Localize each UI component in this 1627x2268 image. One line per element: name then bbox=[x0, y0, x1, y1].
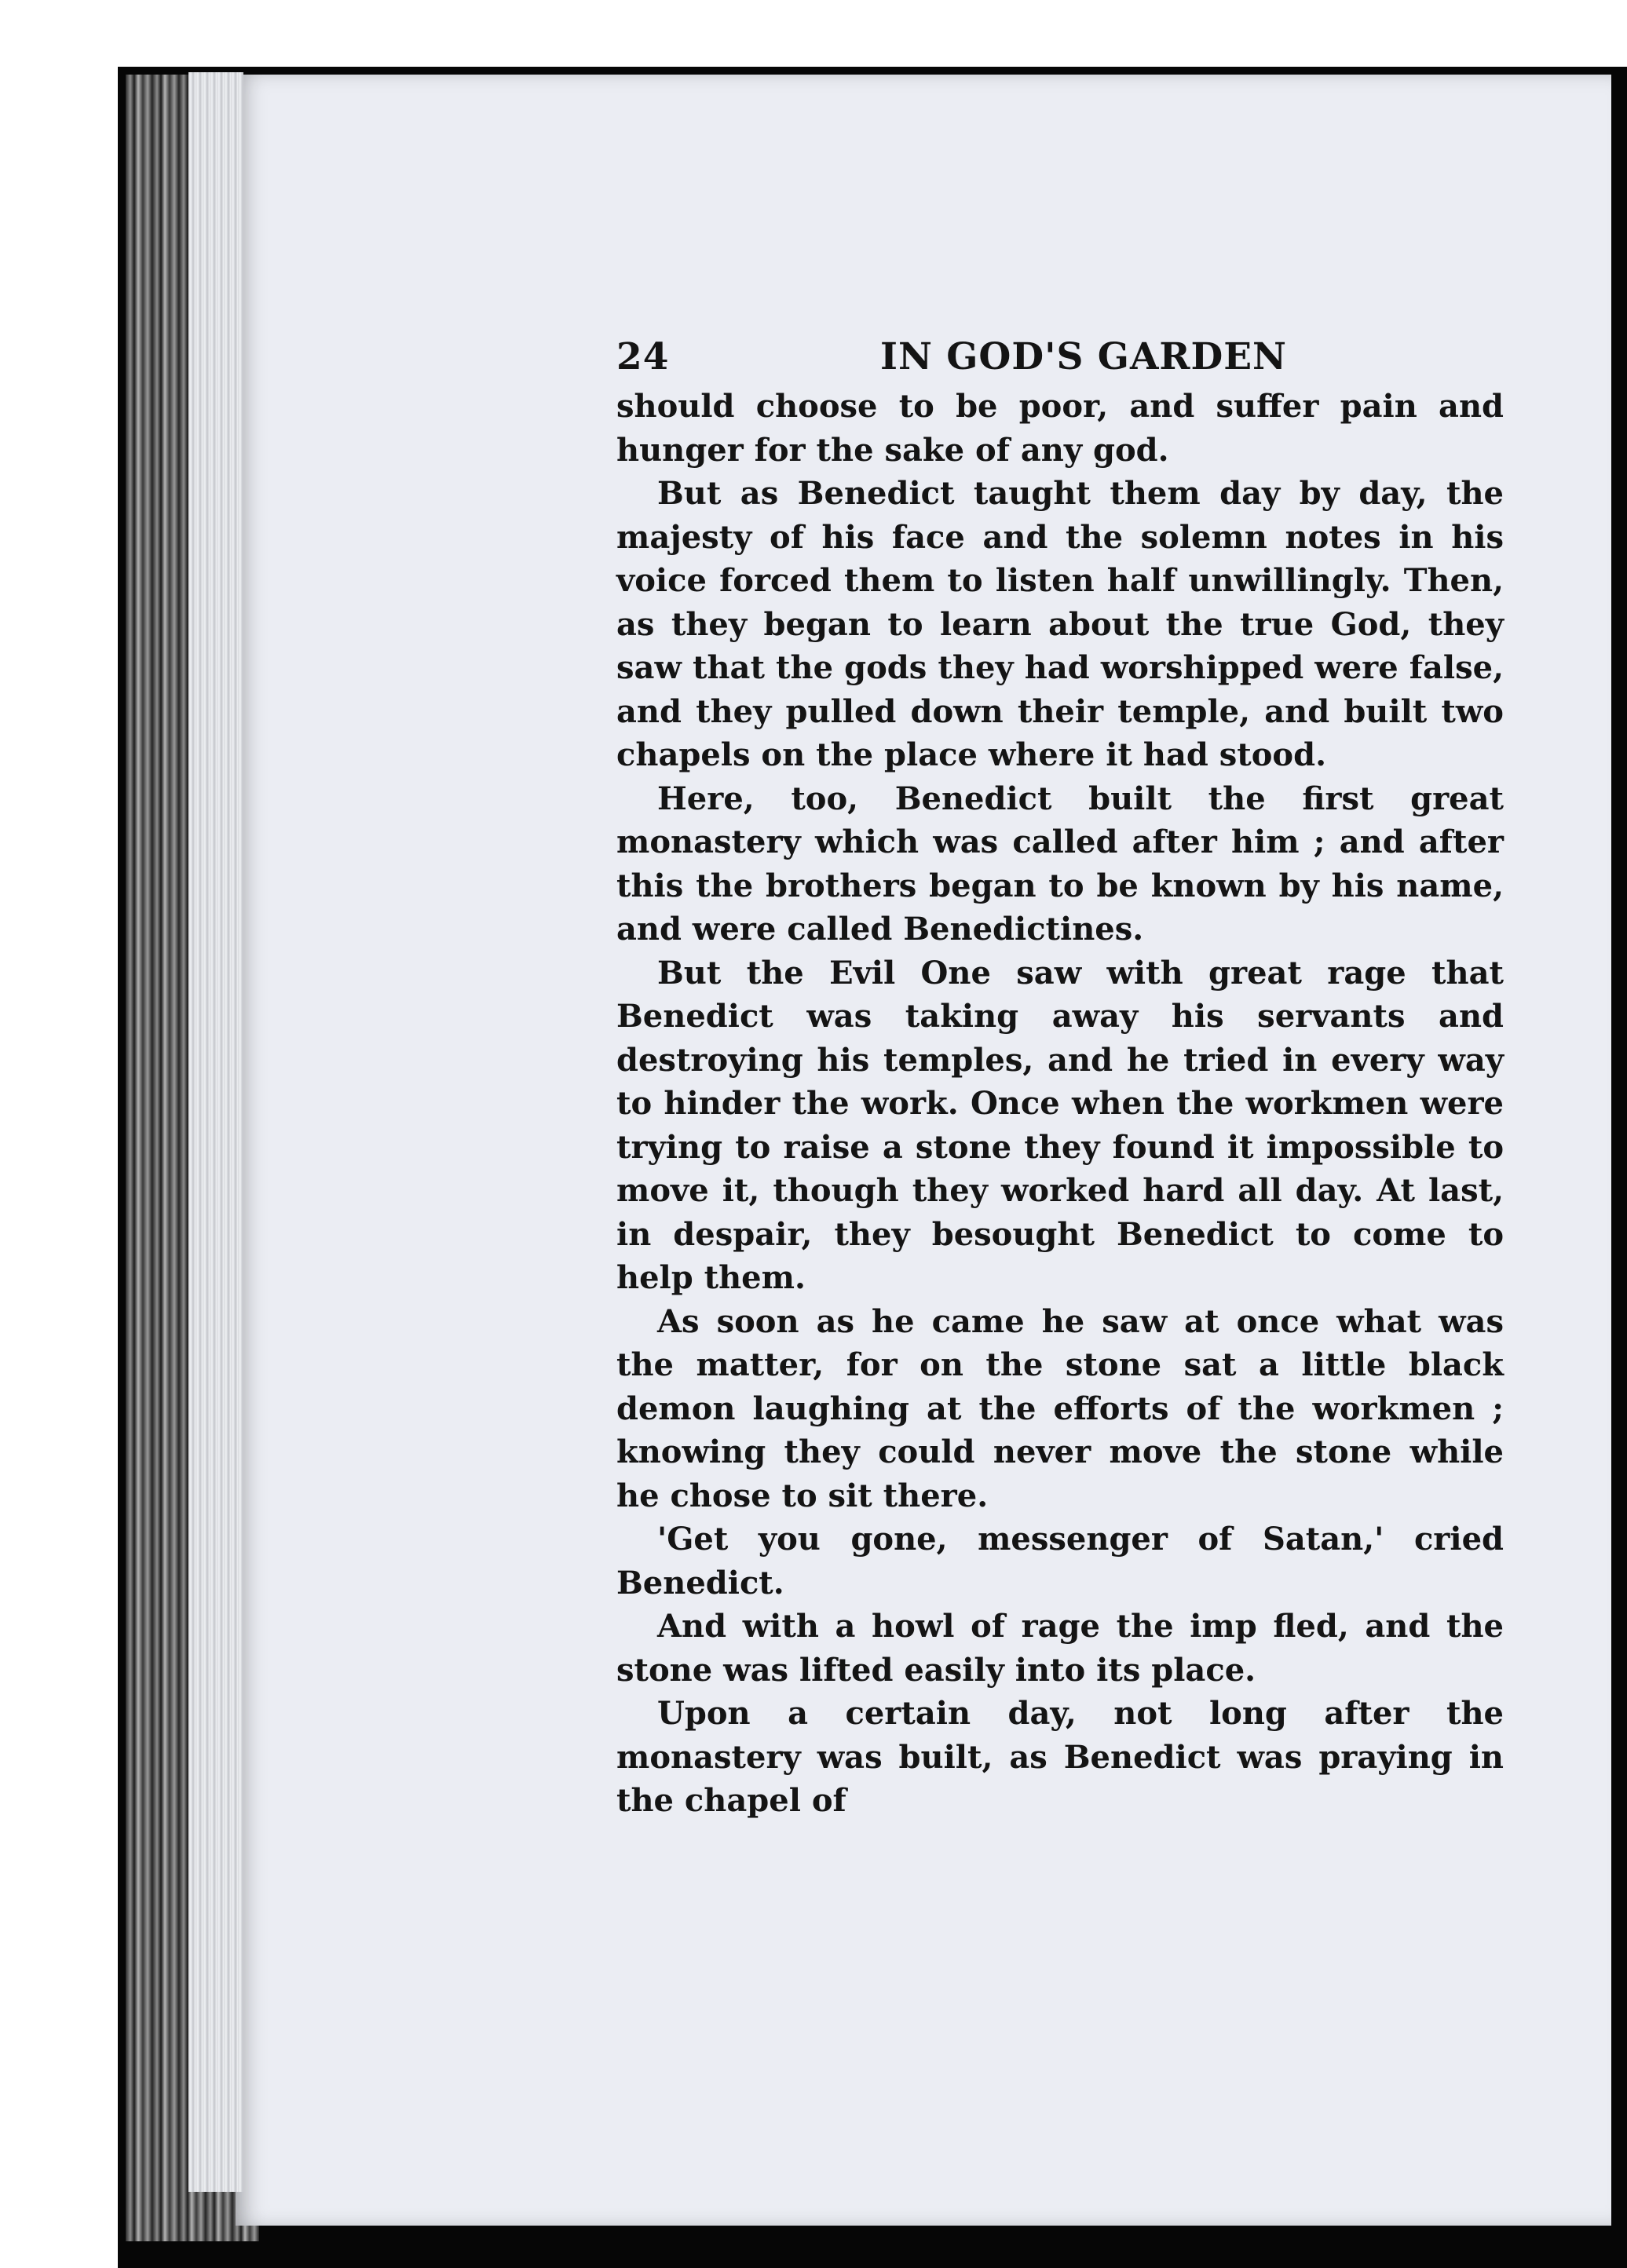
paragraph: But as Benedict taught them day by day, the majesty of his face and the solemn notes in his voice forced them to listen half unwillingly. Then, as they began to learn about the true God, they saw that the gods they had worshipped were false, and they pulled down their temple, and built two chapels on the place where it had stood. bbox=[616, 475, 1504, 773]
page-header bbox=[616, 330, 1504, 385]
page-text-block bbox=[616, 330, 1504, 1823]
paragraph: Here, too, Benedict built the first great monastery which was called after him ; and after this the brothers began to be known by his name, and were called Benedictines. bbox=[616, 780, 1504, 948]
page-number: 24 bbox=[616, 335, 670, 378]
paragraph: But the Evil One saw with great rage that Benedict was taking away his servants and destroying his temples, and he tried in every way to hinder the work. Once when the workmen were trying to raise a stone they found it impossible to move it, though they worked hard all day. At last, in despair, they besought Benedict to come to help them. bbox=[616, 954, 1504, 1296]
paragraph: Upon a certain day, not long after the monastery was built, as Benedict was praying in the chapel of bbox=[616, 1695, 1504, 1819]
paragraph: should choose to be poor, and suffer pain and hunger for the sake of any god. bbox=[616, 388, 1504, 469]
running-head: IN GOD'S GARDEN bbox=[879, 335, 1288, 378]
paragraph: As soon as he came he saw at once what was the matter, for on the stone sat a little black demon laughing at the efforts of the workmen ; knowing they could never move the stone while he chose to sit there. bbox=[616, 1302, 1504, 1514]
page-leaves-edge bbox=[188, 72, 243, 2192]
paragraph: And with a howl of rage the imp fled, and the stone was lifted easily into its place. bbox=[616, 1608, 1504, 1689]
paragraph: 'Get you gone, messenger of Satan,' cried Benedict. bbox=[616, 1521, 1504, 1601]
